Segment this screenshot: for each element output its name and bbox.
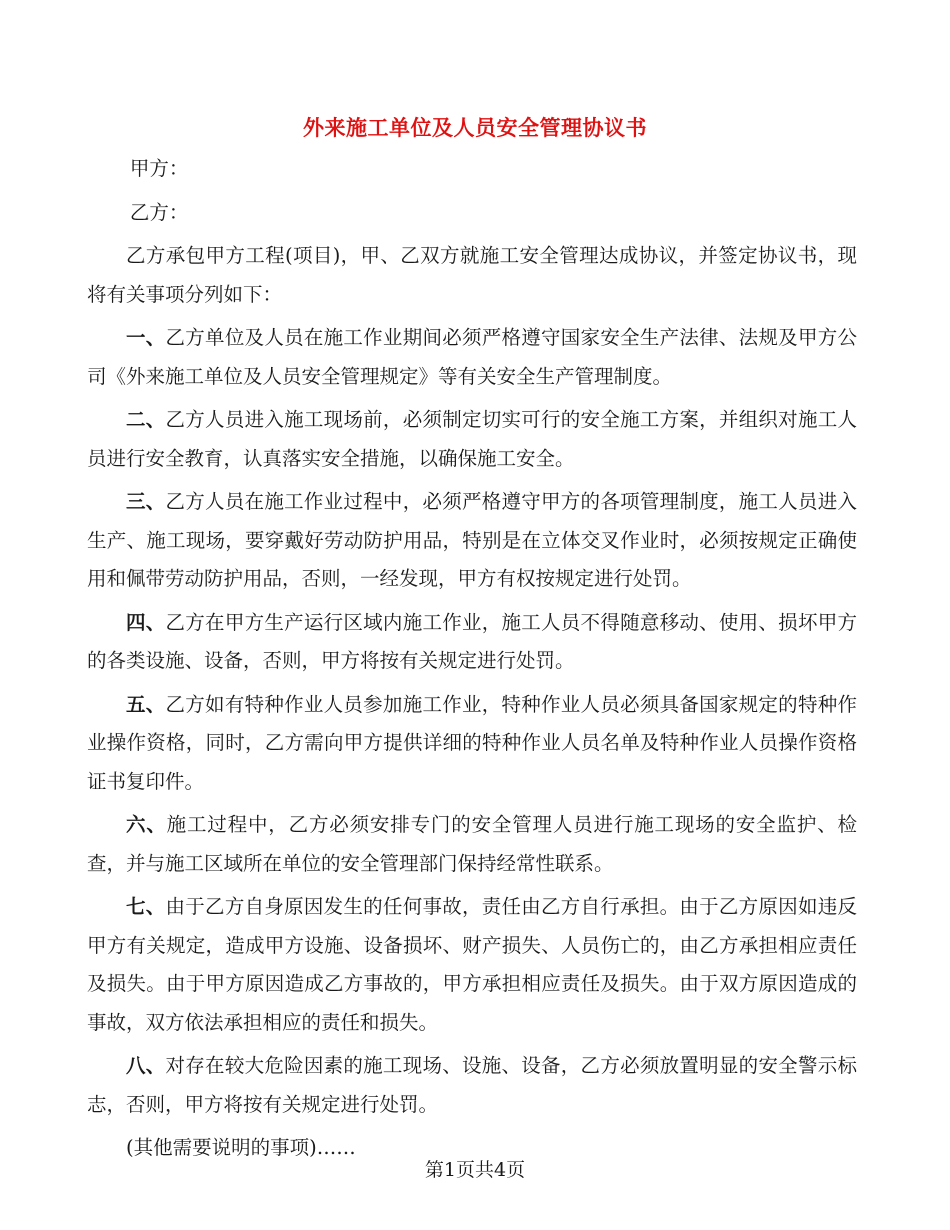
page-number-footer: 第1页共4页 [424, 1159, 526, 1181]
clause-number: 三、 [126, 490, 166, 513]
clause-number: 六、 [126, 813, 167, 836]
clause-number: 五、 [126, 692, 166, 716]
clause-text: 由于乙方自身原因发生的任何事故，责任由乙方自行承担。由于乙方原因如违反甲方有关规定，造成甲方设施、设备损坏、财产损失、人员伤亡的，由乙方承担相应责任及损失。由于甲方原因造成乙方事故的，甲方承担相应责任及损失。由于双方原因造成的事故，双方依法承担相应的责任和损失。 [87, 895, 857, 1034]
document-body [87, 150, 857, 1173]
clause-number: 七、 [126, 895, 166, 918]
clause-6 [87, 806, 857, 883]
other-items-note: (其他需要说明的事项)…… [126, 1136, 356, 1159]
clause-7 [87, 888, 857, 1042]
clause-text: 施工过程中，乙方必须安排专门的安全管理人员进行施工现场的安全监护、检查，并与施工区域所在单位的安全管理部门保持经常性联系。 [87, 813, 857, 875]
clause-text: 对存在较大危险因素的施工现场、设施、设备，乙方必须放置明显的安全警示标志，否则，甲方将按有关规定进行处罚。 [87, 1054, 857, 1116]
clause-3 [87, 483, 857, 599]
clause-5 [87, 686, 857, 802]
clause-text: 乙方在甲方生产运行区域内施工作业，施工人员不得随意移动、使用、损坏甲方的各类设施、设备，否则，甲方将按有关规定进行处罚。 [87, 610, 857, 672]
clause-number: 一、 [126, 326, 166, 349]
clause-1 [87, 319, 857, 396]
clause-8 [87, 1047, 857, 1124]
clause-2 [87, 401, 857, 478]
clause-4 [87, 604, 857, 681]
clause-text: 乙方单位及人员在施工作业期间必须严格遵守国家安全生产法律、法规及甲方公司《外来施工单位及人员安全管理规定》等有关安全生产管理制度。 [87, 326, 857, 388]
clause-number: 二、 [126, 408, 166, 431]
clause-text: 乙方人员在施工作业过程中，必须严格遵守甲方的各项管理制度，施工人员进入生产、施工现场，要穿戴好劳动防护用品，特别是在立体交叉作业时，必须按规定正确使用和佩带劳动防护用品，否则，一经发现，甲方有权按规定进行处罚。 [87, 490, 857, 590]
document-title: 外来施工单位及人员安全管理协议书 [303, 116, 647, 140]
clause-text: 乙方如有特种作业人员参加施工作业，特种作业人员必须具备国家规定的特种作业操作资格，同时，乙方需向甲方提供详细的特种作业人员名单及特种作业人员操作资格证书复印件。 [87, 692, 857, 793]
clause-number: 四、 [126, 610, 166, 634]
intro-paragraph: 乙方承包甲方工程(项目)，甲、乙双方就施工安全管理达成协议，并签定协议书，现将有关事项分列如下： [87, 244, 857, 306]
party-a-line: 甲方： [129, 157, 189, 180]
party-b-line: 乙方： [129, 200, 189, 224]
clause-text: 乙方人员进入施工现场前，必须制定切实可行的安全施工方案，并组织对施工人员进行安全教育，认真落实安全措施，以确保施工安全。 [87, 408, 857, 470]
clause-number: 八、 [126, 1054, 166, 1077]
